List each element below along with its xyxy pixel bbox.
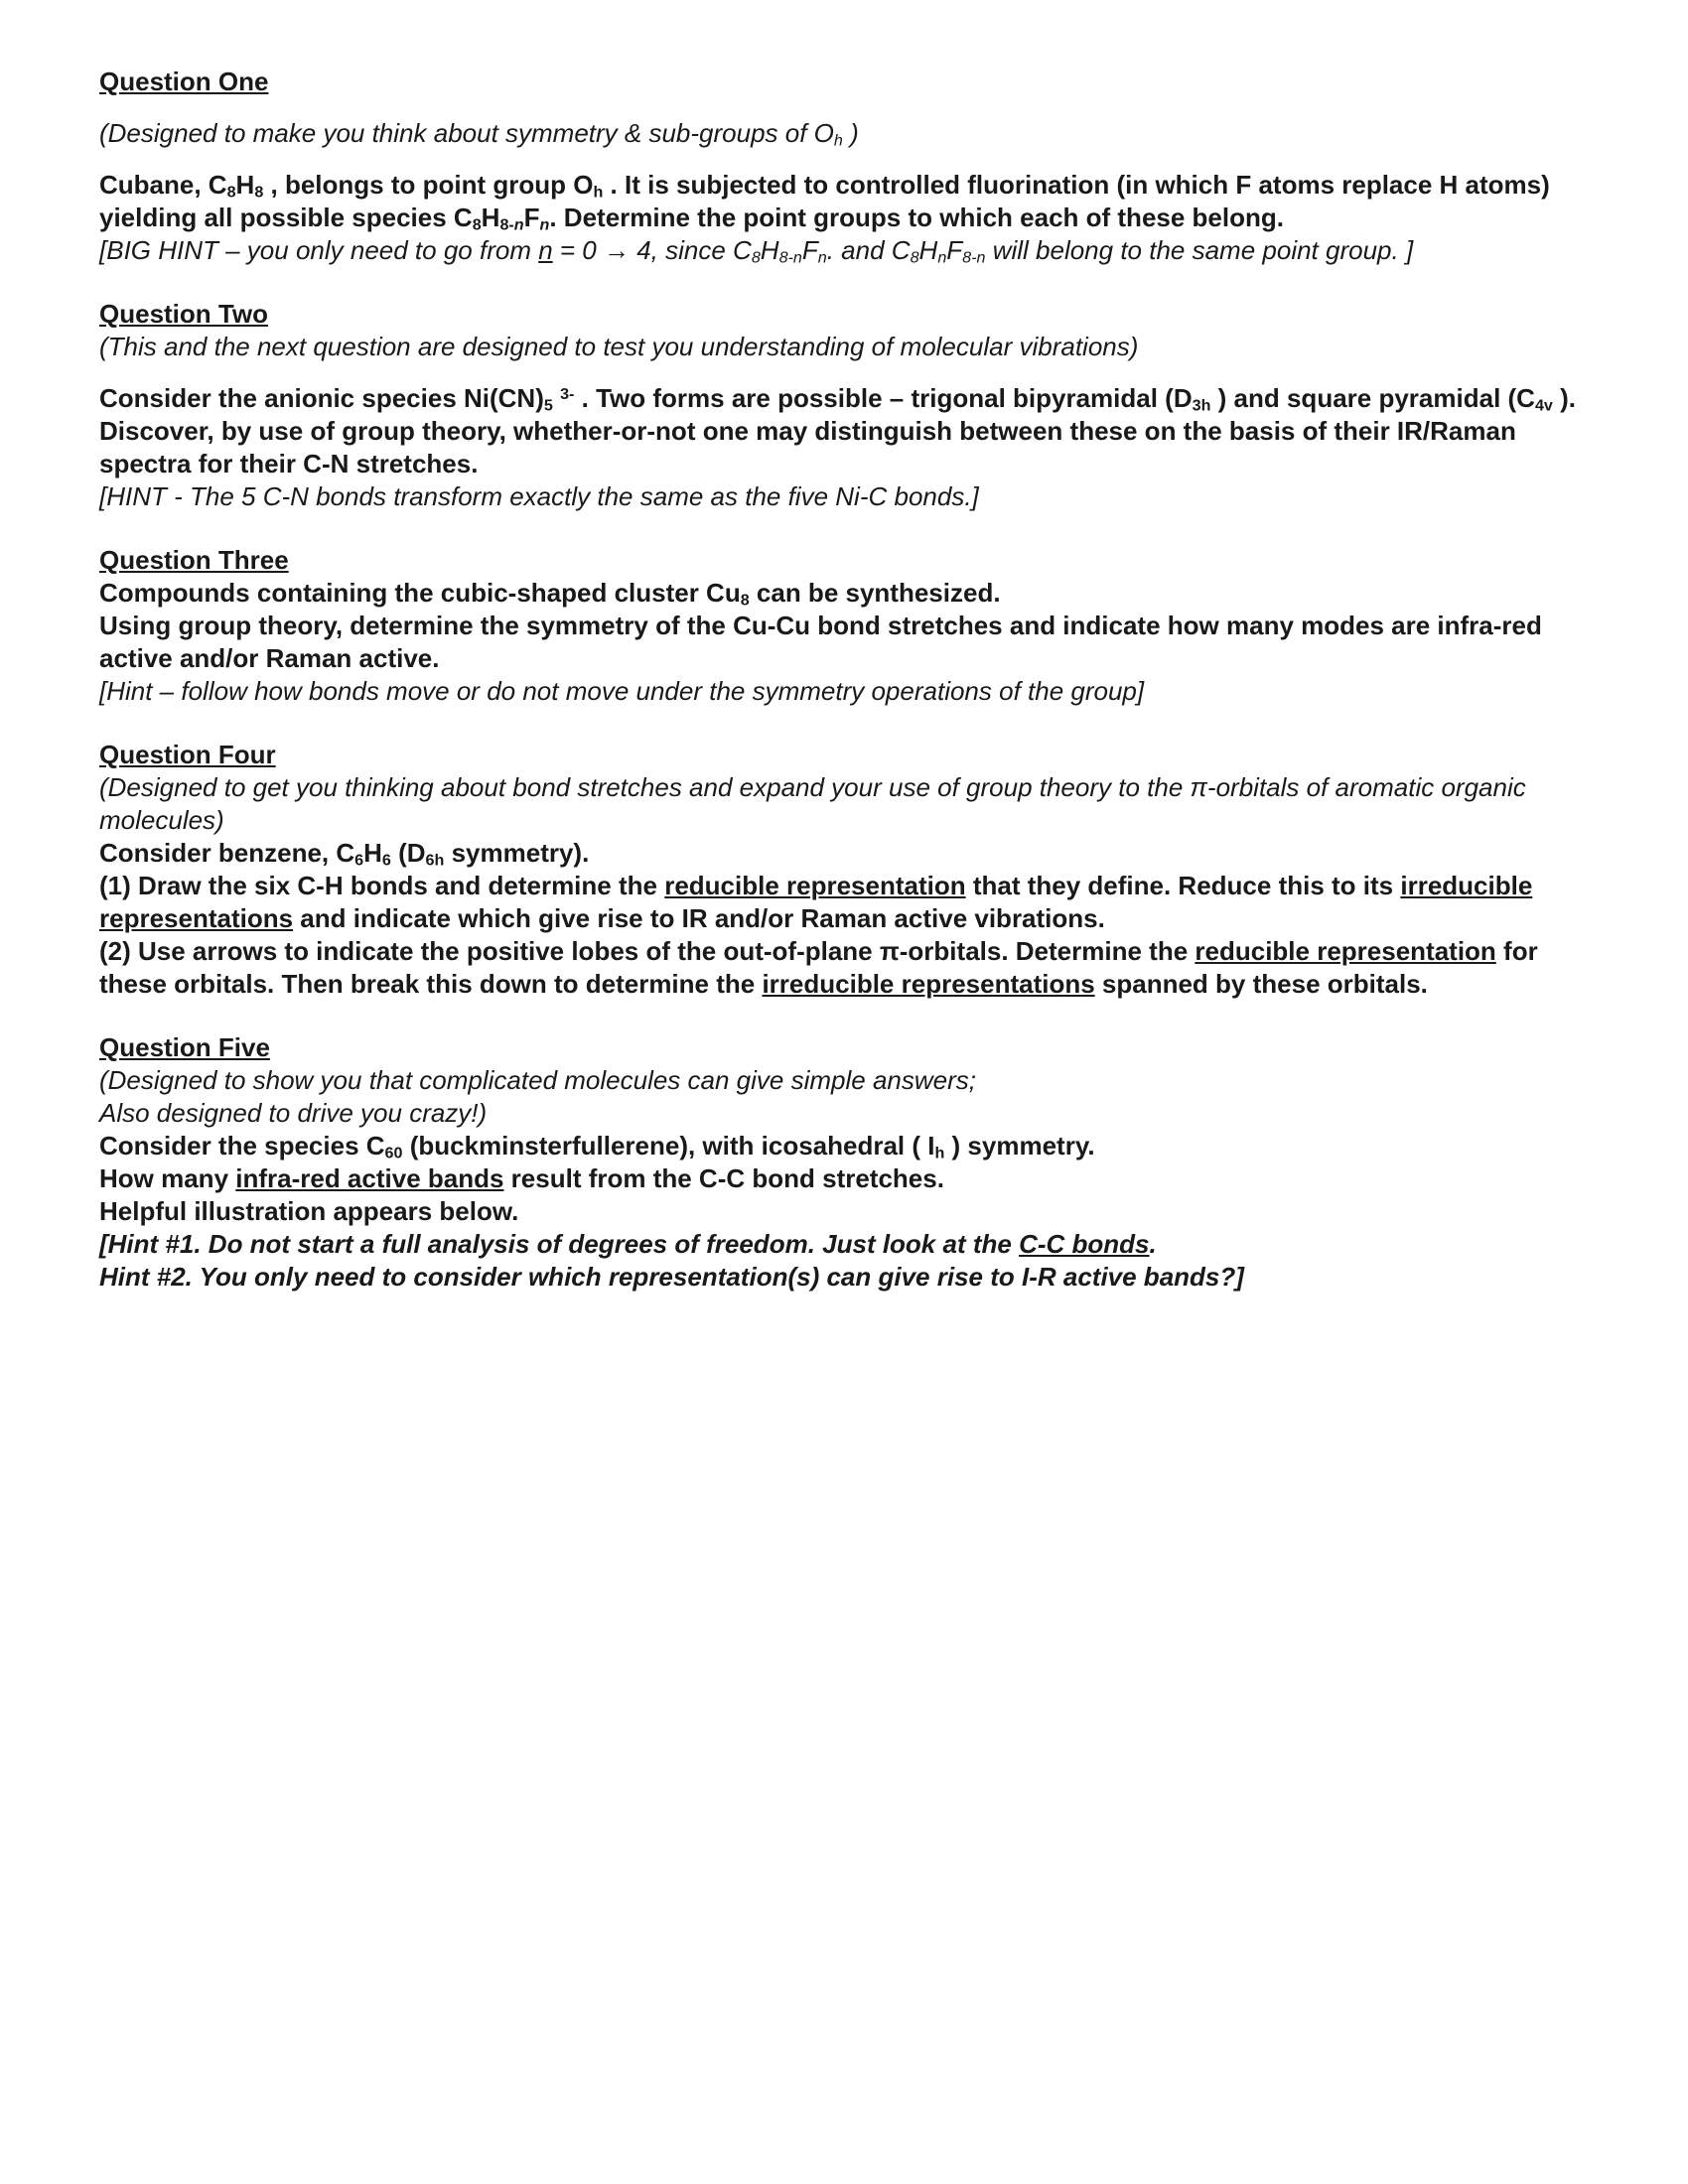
text-run: n	[513, 215, 524, 234]
paragraph	[99, 935, 1584, 1001]
paragraph	[99, 117, 1584, 150]
text-run: C-C bonds	[1019, 1229, 1150, 1259]
paragraph	[99, 234, 1584, 267]
text-run: 8	[472, 215, 482, 234]
text-run: Hint #2. You only need to consider which representation(s) can give rise to I-R active bands?]	[99, 1262, 1244, 1292]
text-run: irreducible representations	[762, 969, 1095, 999]
text-run: 6h	[425, 851, 445, 870]
text-run: n	[817, 248, 827, 267]
text-run: n	[538, 235, 553, 265]
text-run: (D	[390, 838, 426, 868]
text-run: (2) Use arrows to indicate the positive lobes of the out-of-plane π-orbitals. Determine the	[99, 936, 1196, 966]
text-run: 8-	[499, 215, 514, 234]
text-run: h	[934, 1144, 945, 1162]
paragraph	[99, 771, 1584, 837]
text-run: (buckminsterfullerene), with icosahedral ( I	[402, 1131, 935, 1160]
text-run: Also designed to drive you crazy!)	[99, 1098, 488, 1128]
text-run: Question Three	[99, 545, 289, 575]
text-run: Consider benzene, C	[99, 838, 355, 868]
paragraph	[99, 610, 1584, 675]
text-run: [BIG HINT – you only need to go from	[99, 235, 539, 265]
text-run: 3h	[1192, 396, 1211, 415]
paragraph	[99, 1097, 1584, 1130]
text-run: 8-n	[962, 248, 986, 267]
text-run: ). Discover, by use of group theory, whether-or-not one may distinguish between these on the basis of their IR/Raman spectra for their C-N stretches.	[99, 383, 1576, 478]
text-run: Question Two	[99, 299, 268, 329]
text-run: result from the C-C bond stretches.	[503, 1163, 944, 1193]
text-run: n	[539, 215, 550, 234]
text-run: 60	[384, 1144, 403, 1162]
question-heading	[99, 298, 1584, 331]
text-run: Using group theory, determine the symmetry of the Cu-Cu bond stretches and indicate how many modes are infra-red active and/or Raman active.	[99, 611, 1542, 673]
text-run: reducible representation	[1195, 936, 1496, 966]
text-run: Compounds containing the cubic-shaped cluster Cu	[99, 578, 741, 608]
text-run: F	[801, 235, 818, 265]
paragraph	[99, 870, 1584, 935]
text-run: [Hint #1. Do not start a full analysis of degrees of freedom. Just look at the	[99, 1229, 1020, 1259]
paragraph	[99, 1064, 1584, 1097]
text-run: Helpful illustration appears below.	[99, 1196, 519, 1226]
text-run: infra-red active bands	[235, 1163, 504, 1193]
paragraph	[99, 1228, 1584, 1261]
text-run: . Determine the point groups to which each of these belong.	[549, 203, 1284, 232]
text-run: (Designed to show you that complicated molecules can give simple answers;	[99, 1065, 976, 1095]
text-run: . and C	[826, 235, 911, 265]
text-run: . Two forms are possible – trigonal bipyramidal (D	[574, 383, 1193, 413]
document-body	[99, 66, 1584, 1294]
text-run: and indicate which give rise to IR and/or Raman active vibrations.	[293, 903, 1105, 933]
text-run: Question Four	[99, 740, 276, 769]
paragraph	[99, 169, 1584, 234]
text-run: (This and the next question are designed to test you understanding of molecular vibrations)	[99, 332, 1139, 361]
paragraph	[99, 1162, 1584, 1195]
text-run: 8	[740, 591, 750, 610]
paragraph	[99, 480, 1584, 513]
question-heading	[99, 66, 1584, 98]
text-run: F	[946, 235, 963, 265]
text-run: H	[760, 235, 779, 265]
text-run: that they define. Reduce this to its	[965, 871, 1401, 900]
text-run: 8	[254, 183, 264, 202]
text-run: 6	[354, 851, 364, 870]
text-run: H	[235, 170, 255, 200]
text-run: 4, since C	[630, 235, 752, 265]
text-run: irreducible representations	[99, 871, 1533, 933]
text-run: 8	[751, 248, 761, 267]
question-heading	[99, 739, 1584, 771]
text-run: .	[1149, 1229, 1157, 1259]
text-run: Question One	[99, 67, 269, 96]
paragraph	[99, 331, 1584, 363]
text-run: H	[363, 838, 382, 868]
paragraph	[99, 1261, 1584, 1294]
text-run	[553, 383, 560, 413]
text-run: [HINT - The 5 C-N bonds transform exactly the same as the five Ni-C bonds.]	[99, 481, 979, 511]
text-run: 3-	[560, 384, 575, 403]
text-run: (1) Draw the six C-H bonds and determine the	[99, 871, 665, 900]
paragraph	[99, 382, 1584, 480]
text-run: How many	[99, 1163, 236, 1193]
text-run: (Designed to get you thinking about bond stretches and expand your use of group theory to the π-orbitals of aromatic organic molecules)	[99, 772, 1526, 835]
text-run: h	[833, 131, 843, 150]
text-run: 5	[543, 396, 553, 415]
text-run: H	[481, 203, 500, 232]
text-run: Question Five	[99, 1032, 270, 1062]
paragraph	[99, 837, 1584, 870]
text-run: h	[593, 183, 604, 202]
text-run: will belong to the same point group. ]	[985, 235, 1414, 265]
text-run: 8	[910, 248, 919, 267]
text-run: spanned by these orbitals.	[1094, 969, 1428, 999]
paragraph	[99, 1195, 1584, 1228]
text-run: (Designed to make you think about symmetry & sub-groups of O	[99, 118, 834, 148]
text-run: Consider the species C	[99, 1131, 385, 1160]
question-heading	[99, 1031, 1584, 1064]
text-run: 4v	[1534, 396, 1553, 415]
text-run: 8-n	[778, 248, 802, 267]
text-run: ) and square pyramidal (C	[1210, 383, 1535, 413]
text-run: = 0	[552, 235, 604, 265]
text-run: . It is subjected to controlled fluorination (in which F atoms replace H atoms) yielding all possible species C	[99, 170, 1550, 232]
paragraph	[99, 1130, 1584, 1162]
text-run: H	[918, 235, 938, 265]
paragraph	[99, 675, 1584, 708]
text-run: )	[842, 118, 859, 148]
text-run: for these orbitals. Then break this down to determine the	[99, 936, 1538, 999]
text-run: Cubane, C	[99, 170, 227, 200]
question-heading	[99, 544, 1584, 577]
text-run: →	[604, 235, 630, 265]
text-run: F	[523, 203, 540, 232]
text-run: 8	[226, 183, 236, 202]
text-run: n	[937, 248, 947, 267]
text-run: [Hint – follow how bonds move or do not move under the symmetry operations of the group]	[99, 676, 1145, 706]
text-run: , belongs to point group O	[263, 170, 594, 200]
text-run: can be synthesized.	[749, 578, 1001, 608]
text-run: Consider the anionic species Ni(CN)	[99, 383, 544, 413]
text-run: reducible representation	[664, 871, 966, 900]
text-run: symmetry).	[444, 838, 590, 868]
text-run: ) symmetry.	[944, 1131, 1095, 1160]
paragraph	[99, 577, 1584, 610]
text-run: 6	[381, 851, 391, 870]
